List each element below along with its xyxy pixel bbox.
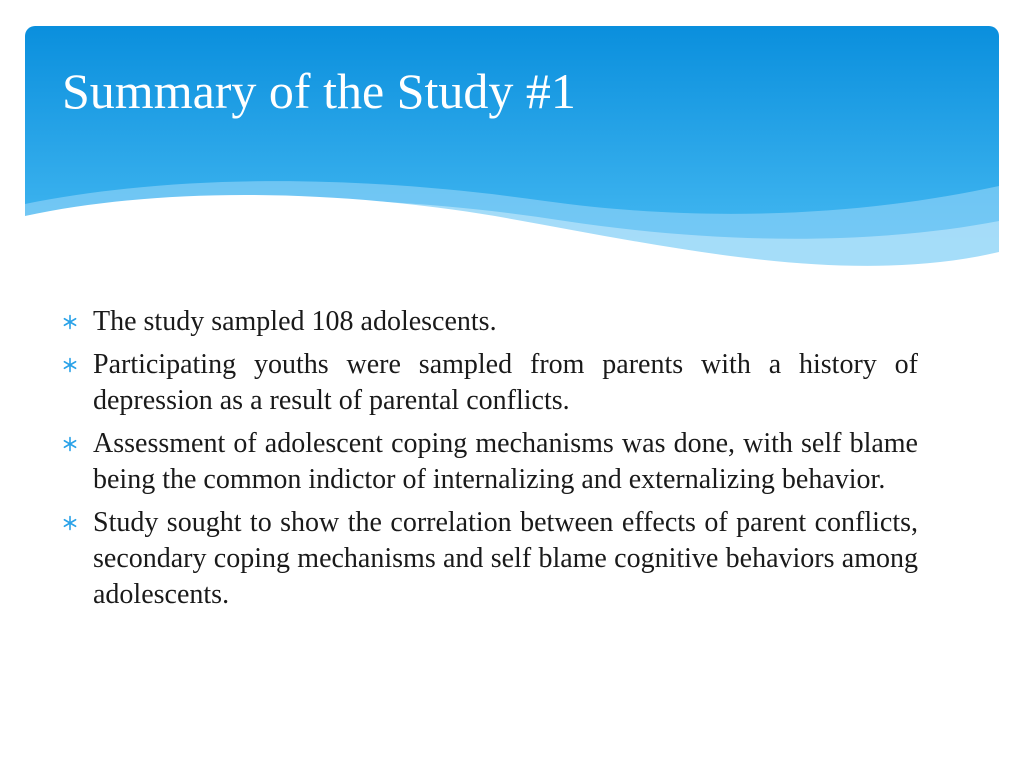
bullet-text: Assessment of adolescent coping mechanisms was done, with self blame being the common indictor of internalizing and externalizing behavior. <box>93 428 918 495</box>
bullet-list <box>62 304 918 620</box>
asterisk-icon <box>62 515 78 531</box>
bullet-text: Participating youths were sampled from parents with a history of depression as a result of parental conflicts. <box>93 349 918 416</box>
asterisk-icon <box>62 314 78 330</box>
asterisk-icon <box>62 357 78 373</box>
list-item <box>62 426 918 498</box>
asterisk-icon <box>62 436 78 452</box>
list-item <box>62 304 918 340</box>
bullet-text: Study sought to show the correlation between effects of parent conflicts, secondary coping mechanisms and self blame cognitive behaviors among adolescents. <box>93 507 918 610</box>
list-item <box>62 505 918 613</box>
list-item <box>62 347 918 419</box>
slide-title: Summary of the Study #1 <box>62 63 576 119</box>
bullet-text: The study sampled 108 adolescents. <box>93 306 497 337</box>
